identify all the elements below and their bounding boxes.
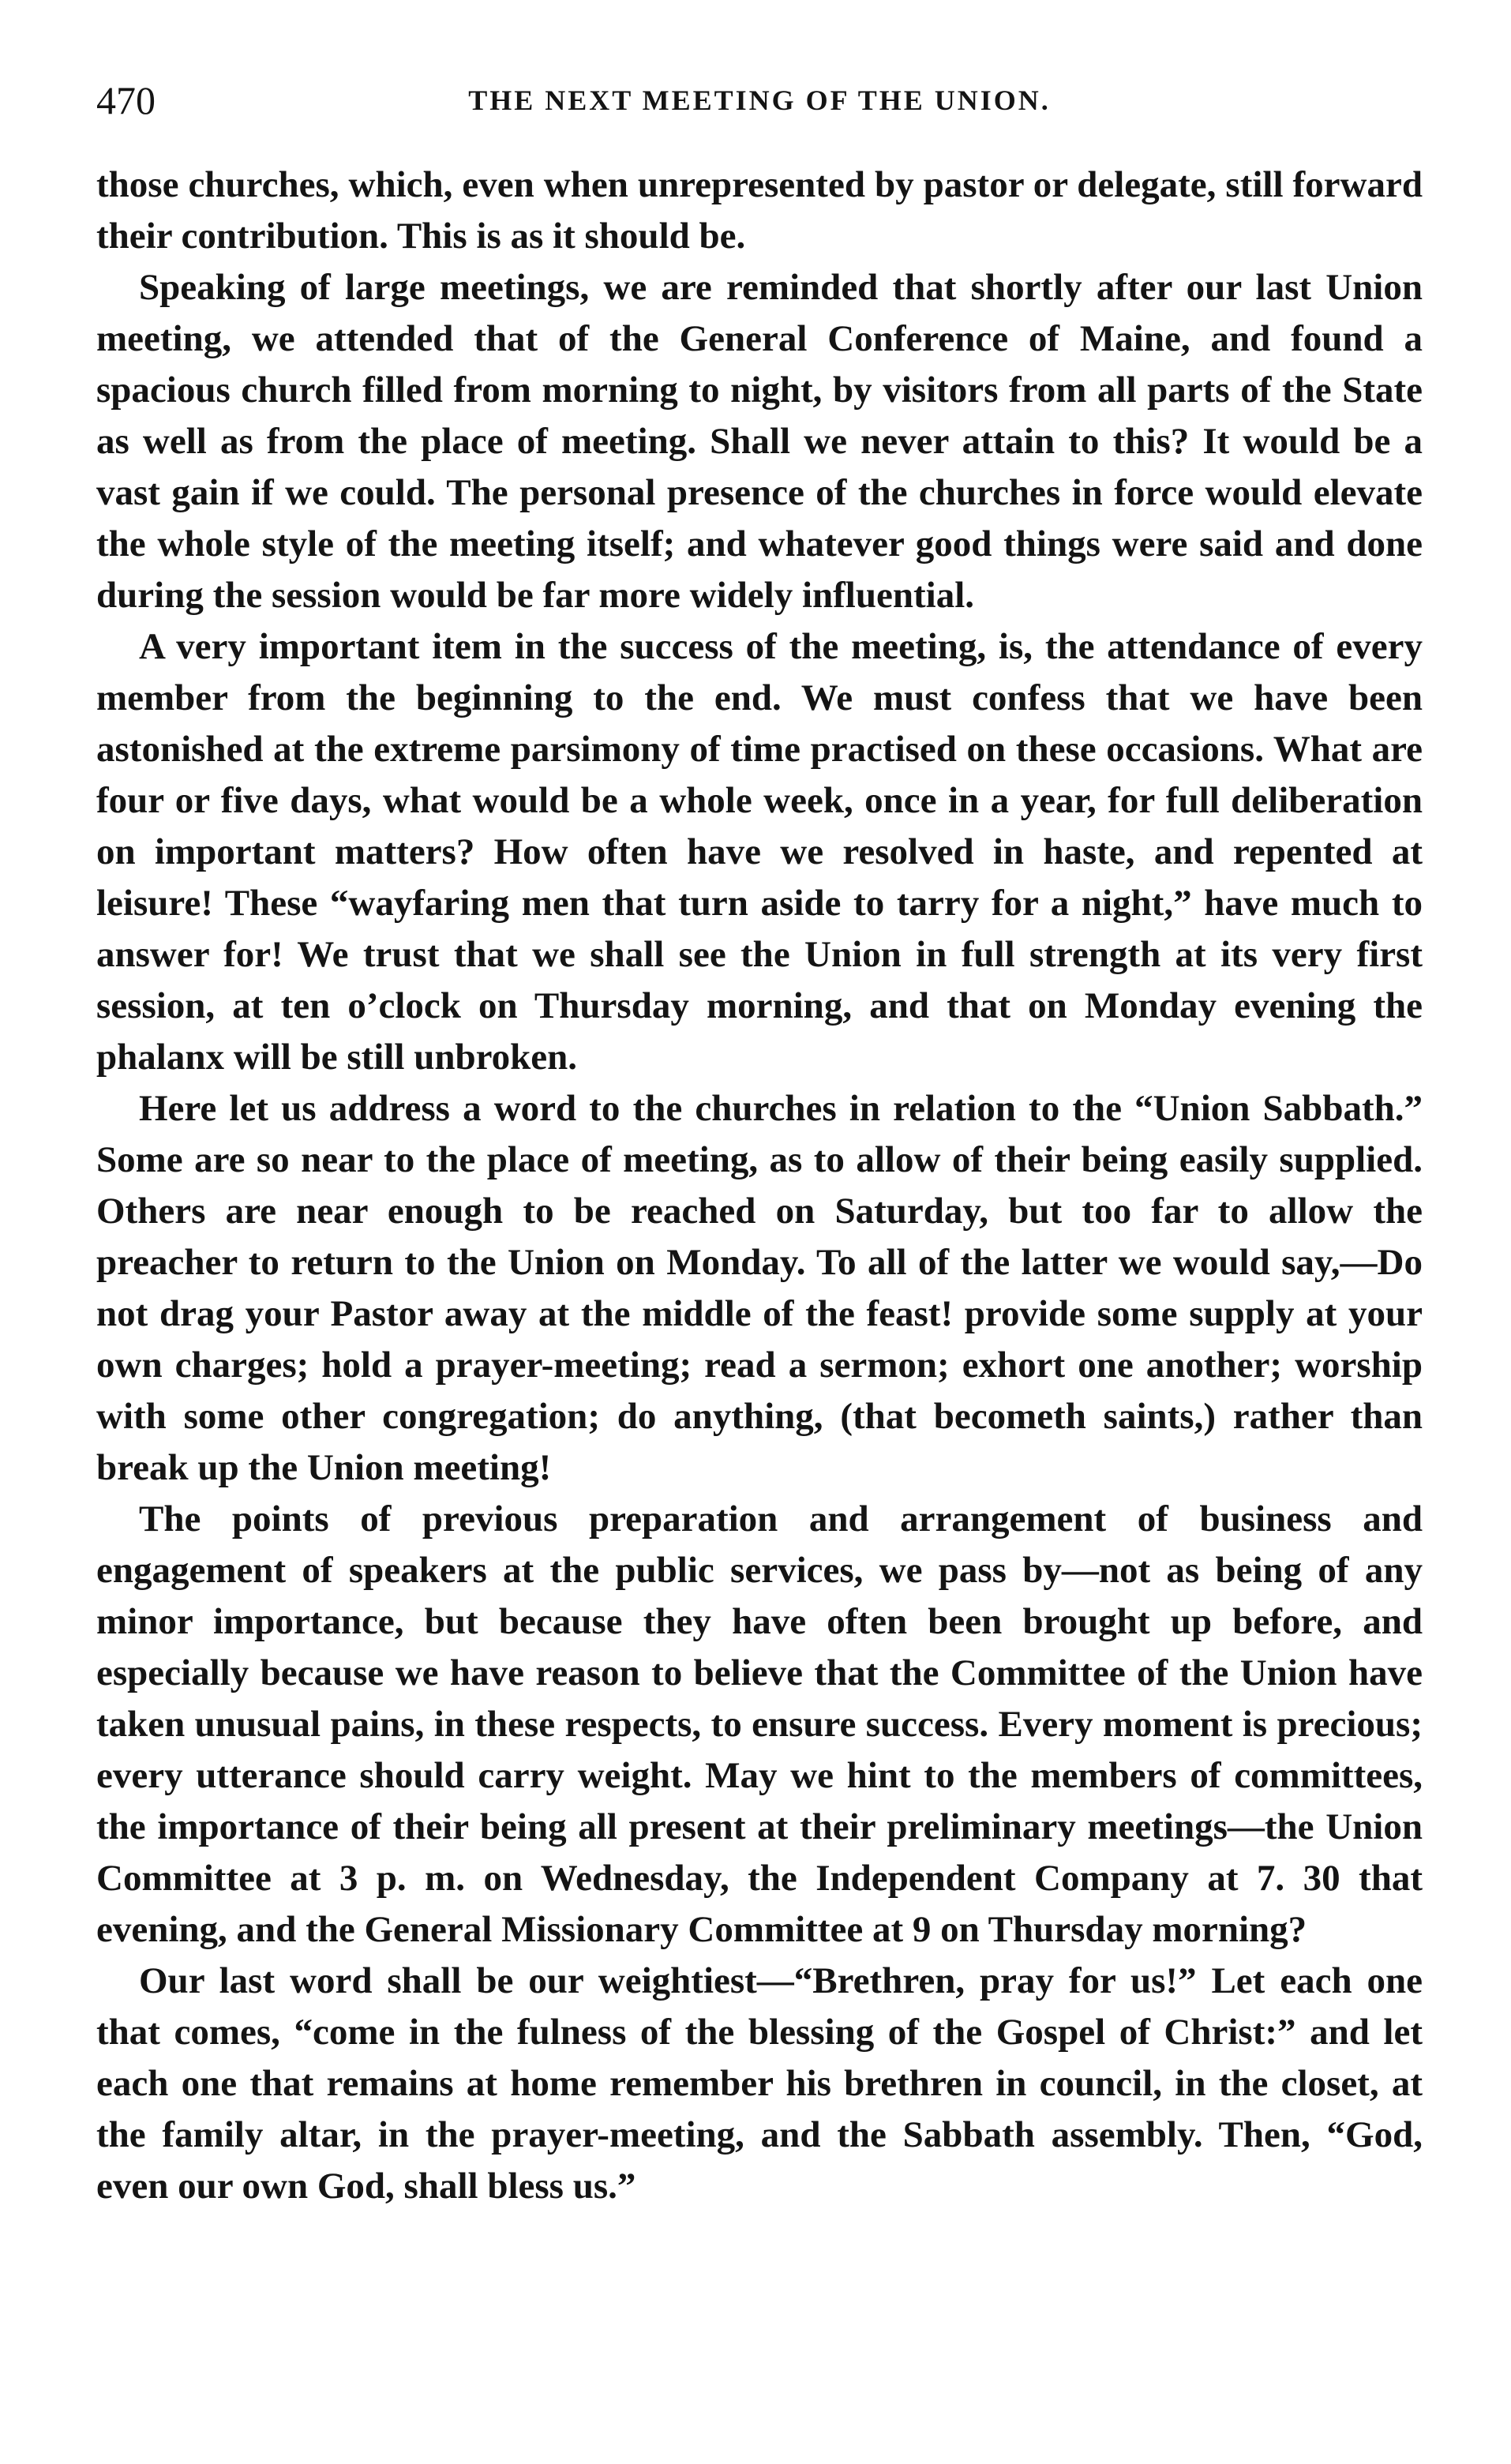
paragraph-union-sabbath: Here let us address a word to the churches in relation to the “Union Sabbath.” Some are so near to the place of meeting, as to allow of their being easily supplied. Others are near enough to be reached on Saturday, but too far to allow the preacher to return to the Union on Monday. To all of the latter we would say,—Do not drag your Pastor away at the middle of the feast! provide some supply at your own charges; hold a prayer-meeting; read a sermon; exhort one another; worship with some other congregation; do anything, (that becometh saints,) rather than break up the Union meeting! xyxy=(96,1088,1423,1488)
paragraph-preparation: The points of previous preparation and arrangement of business and engagement of speakers at the public services, we pass by—not as being of any minor importance, but because they have often been brought up before, and especially because we have reason to believe that the Committee of the Union have taken unusual pains, in these respects, to ensure success. Every moment is precious; every utterance should carry weight. May we hint to the members of committees, the importance of their being all present at their preliminary meetings—the Union Committee at 3 p. m. on Wednesday, the Independent Company at 7. 30 that evening, and the General Missionary Committee at 9 on Thursday morning? xyxy=(96,1498,1423,1950)
body-text xyxy=(96,159,1423,2212)
paragraph-large-meetings: Speaking of large meetings, we are reminded that shortly after our last Union meeting, we attended that of the General Conference of Maine, and found a spacious church filled from morning to night, by visitors from all parts of the State as well as from the place of meeting. Shall we never attain to this? It would be a vast gain if we could. The personal presence of the churches in force would elevate the whole style of the meeting itself; and whatever good things were said and done during the session would be far more widely influential. xyxy=(96,267,1423,616)
page-number: 470 xyxy=(96,78,156,122)
book-page xyxy=(96,73,1423,2212)
running-header xyxy=(96,73,1423,128)
paragraph-continued: those churches, which, even when unrepresented by pastor or delegate, still forward their contribution. This is as it should be. xyxy=(96,164,1423,257)
running-title: THE NEXT MEETING OF THE UNION. xyxy=(468,84,1051,116)
paragraph-attendance: A very important item in the success of the meeting, is, the attendance of every member from the beginning to the end. We must confess that we have been astonished at the extreme parsimony of time practised on these occasions. What are four or five days, what would be a whole week, once in a year, for full deliberation on important matters? How often have we resolved in haste, and repented at leisure! These “wayfaring men that turn aside to tarry for a night,” have much to answer for! We trust that we shall see the Union in full strength at its very first session, at ten o’clock on Thursday morning, and that on Monday evening the phalanx will be still unbroken. xyxy=(96,626,1423,1078)
paragraph-last-word: Our last word shall be our weightiest—“Brethren, pray for us!” Let each one that comes, “come in the fulness of the blessing of the Gospel of Christ:” and let each one that remains at home remember his brethren in council, in the closet, at the family altar, in the prayer-meeting, and the Sabbath assembly. Then, “God, even our own God, shall bless us.” xyxy=(96,1960,1423,2207)
